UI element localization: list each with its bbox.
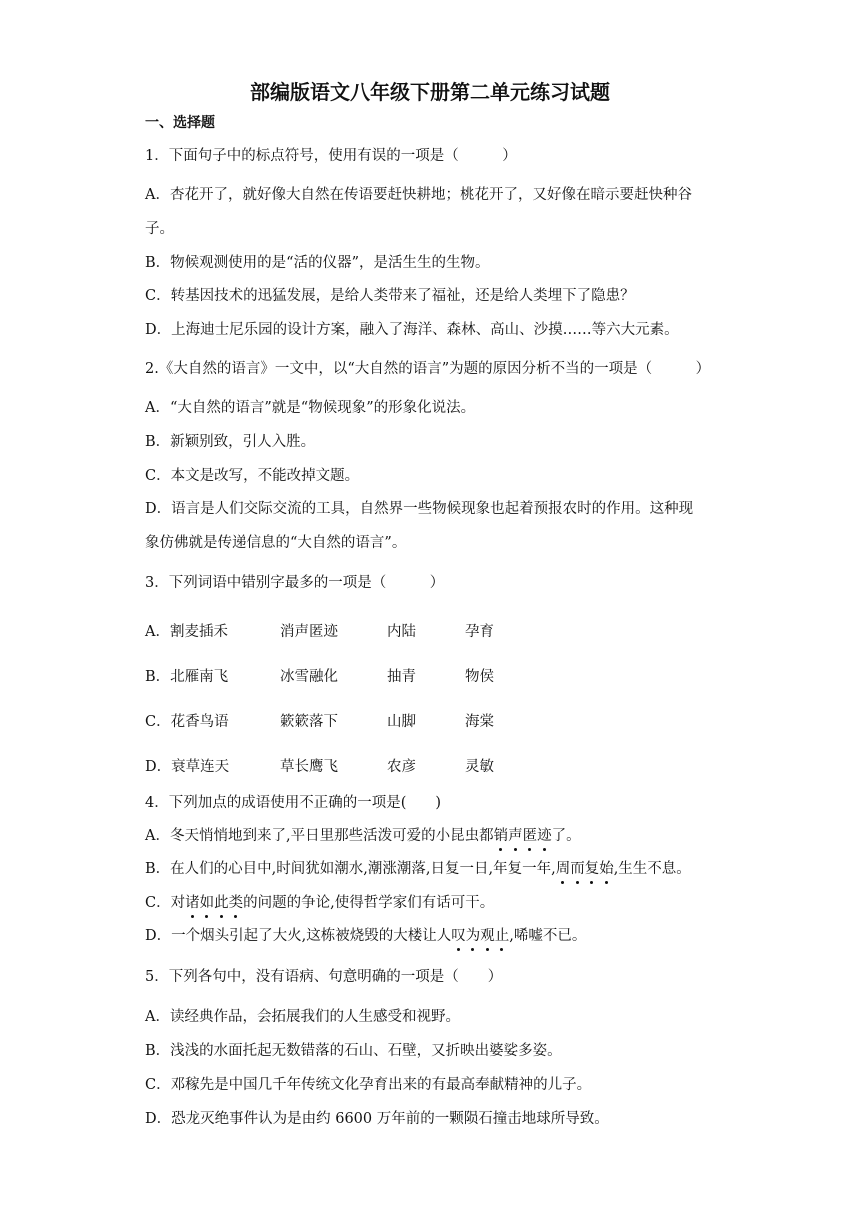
q4-option-a-dotted-idiom (494, 828, 552, 844)
q5-option-b: B．浅浅的水面托起无数错落的石山、石壁，又折映出婆娑多姿。 (145, 1043, 562, 1059)
q2-option-b: B．新颖别致，引人入胜。 (145, 434, 316, 450)
page-title: 部编版语文八年级下册第二单元练习试题 (250, 80, 610, 104)
q1-option-d: D．上海迪士尼乐园的设计方案，融入了海洋、森林、高山、沙摸……等六大元素。 (145, 322, 679, 338)
q4-option-c (145, 893, 494, 913)
q3-option-b-word2: 冰雪融化 (280, 669, 338, 685)
dotted-char: 止 (494, 928, 510, 944)
q2-stem: 2.《大自然的语言》一文中，以“大自然的语言”为题的原因分析不当的一项是（ ） (145, 361, 711, 377)
q3-option-d-word4: 灵敏 (465, 759, 494, 775)
dotted-char: 复 (584, 861, 600, 877)
q4-option-a (145, 826, 581, 846)
q1-option-b: B．物候观测使用的是“活的仪器”，是活生生的生物。 (145, 255, 490, 271)
dotted-char: 迹 (537, 828, 552, 844)
q3-option-d-word3: 农彦 (387, 759, 416, 775)
dotted-char: 如 (199, 895, 215, 911)
dotted-char: 诸 (185, 895, 200, 911)
q4-option-b-dotted-idiom (556, 861, 614, 877)
dotted-char: 周 (555, 861, 571, 877)
dotted-char: 观 (480, 928, 495, 944)
q3-option-c-word2: 簌簌落下 (280, 714, 338, 730)
q3-option-a-label: A．割麦插禾 (145, 624, 228, 640)
dotted-char: 销 (493, 828, 509, 844)
q3-option-b-word4: 物侯 (465, 669, 494, 685)
q4-option-c-tail: 的问题的争论,使得哲学家们有话可干。 (243, 895, 495, 911)
q4-option-d-tail: ,唏嘘不已。 (509, 928, 587, 944)
q1-option-c: C．转基因技术的迅猛发展，是给人类带来了福祉，还是给人类埋下了隐患？ (145, 288, 635, 304)
section-heading: 一、选择题 (145, 115, 215, 131)
q3-option-d-label: D．衰草连天 (145, 759, 230, 775)
q3-option-c-label: C．花香鸟语 (145, 714, 229, 730)
dotted-char: 声 (508, 828, 523, 844)
q3-option-c-word3: 山脚 (387, 714, 416, 730)
q4-stem: 4．下列加点的成语使用不正确的一项是( ) (145, 795, 442, 811)
q4-option-b-text: B．在人们的心目中,时间犹如潮水,潮涨潮落,日复一日,年复一年, (145, 861, 556, 877)
q4-option-c-text: C．对 (145, 895, 186, 911)
q2-option-d-cont: 象仿佛就是传递信息的“大自然的语言”。 (145, 535, 407, 551)
q3-option-a-word2: 消声匿迹 (280, 624, 338, 640)
q4-option-b-tail: ,生生不息。 (613, 861, 691, 877)
q3-option-b-word3: 抽青 (387, 669, 416, 685)
q4-option-a-text: A．冬天悄悄地到来了,平日里那些活泼可爱的小昆虫都 (145, 828, 494, 844)
dotted-char: 而 (570, 861, 585, 877)
dotted-char: 为 (465, 928, 481, 944)
q1-option-a-cont: 子。 (145, 221, 174, 237)
q1-option-a: A．杏花开了，就好像大自然在传语要赶快耕地；桃花开了，又好像在暗示要赶快种谷 (145, 187, 692, 203)
dotted-char: 匿 (522, 828, 538, 844)
q5-option-c: C．邓稼先是中国几千年传统文化孕育出来的有最高奉献精神的儿子。 (145, 1077, 592, 1093)
q2-option-a: A．“大自然的语言”就是“物候现象”的形象化说法。 (145, 400, 476, 416)
q4-option-d-dotted-idiom (451, 928, 509, 944)
q4-option-d-text: D．一个烟头引起了大火,这栋被烧毁的大楼让人 (145, 928, 452, 944)
q3-option-c-word4: 海棠 (465, 714, 494, 730)
q4-option-b (145, 859, 691, 879)
q5-stem: 5．下列各句中，没有语病、句意明确的一项是（ ） (145, 969, 503, 985)
q2-option-c: C．本文是改写，不能改掉文题。 (145, 468, 360, 484)
q5-option-d: D．恐龙灭绝事件认为是由约 6600 万年前的一颗陨石撞击地球所导致。 (145, 1111, 609, 1127)
q3-option-a-word3: 内陆 (387, 624, 416, 640)
q2-option-d: D．语言是人们交际交流的工具，自然界一些物候现象也起着预报农时的作用。这种现 (145, 501, 694, 517)
q4-option-a-tail: 了。 (551, 828, 581, 844)
q1-stem: 1．下面句子中的标点符号，使用有误的一项是（ ） (145, 148, 517, 164)
q3-option-a-word4: 孕育 (465, 624, 494, 640)
q5-option-a: A．读经典作品，会拓展我们的人生感受和视野。 (145, 1009, 460, 1025)
q3-stem: 3．下列词语中错别字最多的一项是（ ） (145, 575, 445, 591)
q4-option-d (145, 926, 586, 946)
dotted-char: 叹 (451, 928, 466, 944)
q3-option-d-word2: 草长鹰飞 (280, 759, 338, 775)
dotted-char: 此 (214, 895, 229, 911)
dotted-char: 始 (599, 861, 614, 877)
q3-option-b-label: B．北雁南飞 (145, 669, 229, 685)
dotted-char: 类 (228, 895, 244, 911)
q4-option-c-dotted-idiom (185, 895, 243, 911)
